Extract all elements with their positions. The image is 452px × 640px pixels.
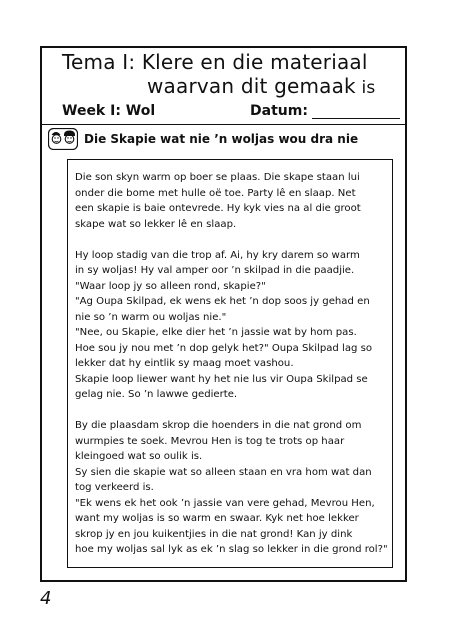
- story-line: nie so ’n warm ou woljas nie.": [75, 311, 227, 323]
- story-line: "Ek wens ek het ook ’n jassie van vere gehad, Mevrou Hen,: [75, 497, 375, 509]
- two-children-faces-icon: [48, 128, 78, 150]
- story-line: lekker dat hy eintlik sy maag moet vashou.: [75, 358, 294, 369]
- story-line: in sy woljas! Hy val amper oor ’n skilpad in die paadjie.: [75, 265, 355, 276]
- title-line-1: Tema I: Klere en die materiaal: [62, 50, 368, 74]
- story-paragraph: [75, 170, 387, 232]
- story-line: want my woljas is so warm en swaar. Kyk net hoe lekker: [75, 513, 359, 524]
- story-line: Sy sien die skapie wat so alleen staan en vra hom wat dan: [75, 466, 372, 478]
- story-line: Hoe sou jy nou met ’n dop gelyk het?" Oupa Skilpad lag so: [75, 342, 373, 354]
- datum-label: Datum:: [250, 103, 308, 119]
- story-line: "Nee, ou Skapie, elke dier het ’n jassie wat by hom pas.: [75, 327, 357, 338]
- story-line: Skapie loop liewer want hy het nie lus vir Oupa Skilpad se: [75, 373, 368, 385]
- week-label: Week I: Wol: [62, 103, 156, 119]
- story-line: wurmpies te soek. Mevrou Hen is tog te trots op haar: [75, 435, 345, 447]
- story-line: skrop jy en jou kuikentjies in die nat grond! Kan jy dink: [75, 528, 353, 540]
- story-line: een skapie is baie ontevrede. Hy kyk vies na al die groot: [75, 203, 361, 214]
- story-line: Die son skyn warm op boer se plaas. Die skape staan lui: [75, 172, 360, 183]
- paragraph-gap: [75, 232, 387, 248]
- header-divider: [42, 124, 405, 125]
- worksheet-frame: [40, 46, 407, 582]
- story-text-box: [67, 159, 393, 568]
- story-line: gelag nie. So ’n lawwe gedierte.: [75, 389, 238, 400]
- story-paragraph: [75, 248, 387, 403]
- story-line: kleingoed wat so oulik is.: [75, 451, 203, 462]
- paragraph-gap: [75, 403, 387, 419]
- story-line: onder die bome met hulle oë toe. Party lê en slaap. Net: [75, 187, 356, 199]
- story-line: "Ag Oupa Skilpad, ek wens ek het ’n dop soos jy gehad en: [75, 296, 370, 307]
- worksheet-title: [62, 50, 402, 100]
- story-line: Hy loop stadig van die trop af. Ai, hy kry darem so warm: [75, 249, 360, 261]
- title-line-2-main: waarvan dit gemaak: [147, 74, 356, 98]
- week-row: [62, 103, 402, 123]
- story-title: Die Skapie wat nie ’n woljas wou dra nie: [84, 132, 359, 146]
- title-line-2: [62, 74, 402, 100]
- story-line: tog verkeerd is.: [75, 482, 154, 493]
- story-line: hoe my woljas sal lyk as ek ’n slag so lekker in die grond rol?": [75, 544, 388, 555]
- story-line: By die plaasdam skrop die hoenders in die nat grond om: [75, 420, 362, 431]
- page-number: 4: [40, 588, 52, 609]
- date-blank-line[interactable]: [312, 118, 400, 119]
- story-line: skape wat so lekker lê en slaap.: [75, 218, 237, 230]
- title-line-2-suffix: is: [355, 78, 376, 98]
- story-line: "Waar loop jy so alleen rond, skapie?": [75, 280, 266, 292]
- story-paragraph: [75, 418, 387, 558]
